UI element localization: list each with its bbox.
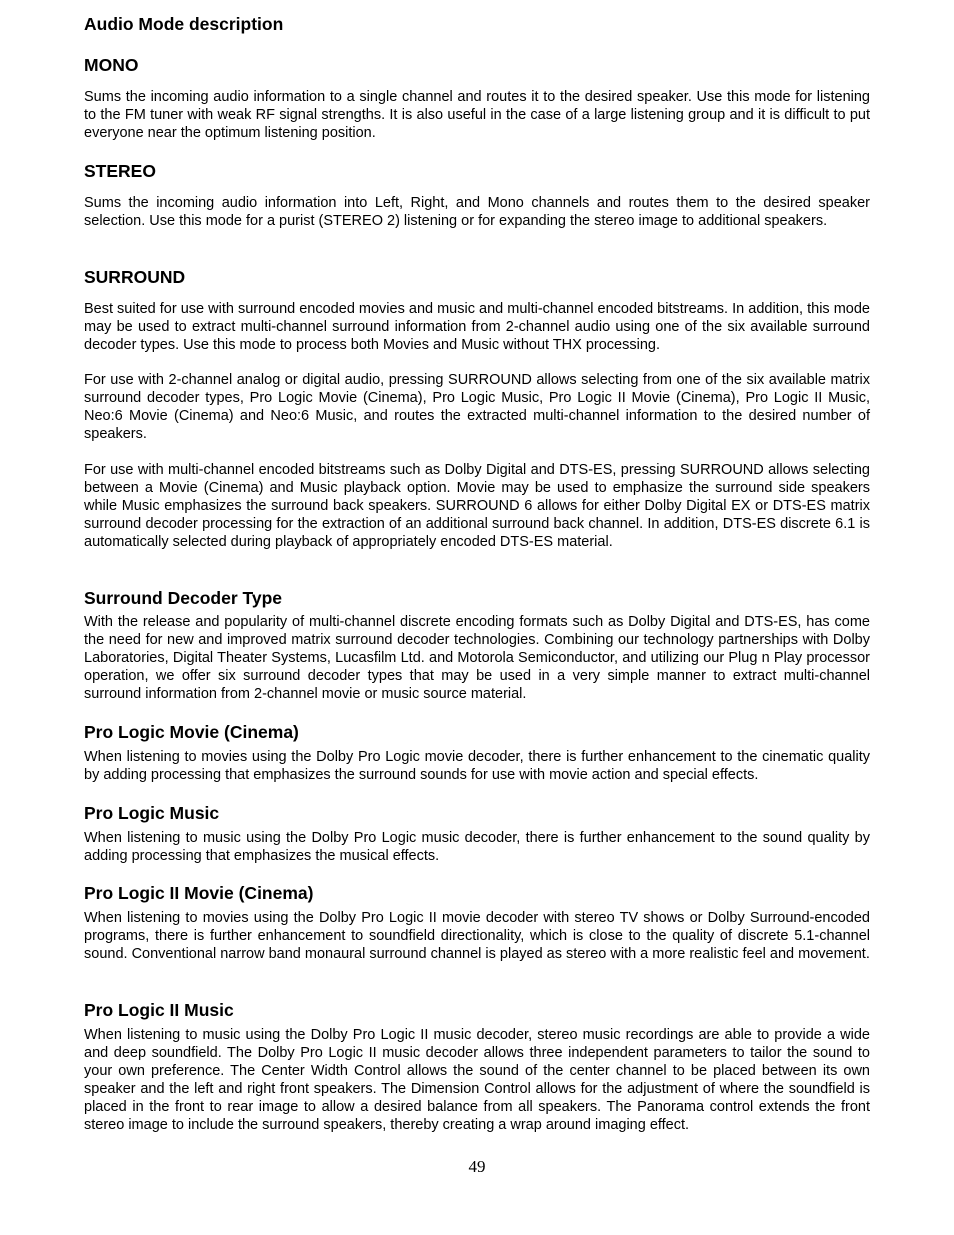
paragraph-surround-multichannel: For use with multi-channel encoded bitstreams such as Dolby Digital and DTS-ES, pressing SURROUND allows selecting between a Movie (Cinema) and Music playback option. Movie may be used to emphasize the surround side speakers while Music emphasizes the surround back speakers. SURROUND 6 allows for either Dolby Digital EX or DTS-ES matrix surround decoder processing for the extraction of an additional surround back channel. In addition, DTS-ES discrete 6.1 is automatically selected during playback of appropriately encoded DTS-ES material. (84, 462, 870, 550)
page-title: Audio Mode description (84, 14, 284, 34)
section-heading-pro-logic-movie: Pro Logic Movie (Cinema) (84, 722, 299, 742)
section-heading-mono: MONO (84, 55, 139, 75)
section-heading-surround: SURROUND (84, 267, 186, 287)
section-heading-pro-logic-ii-movie: Pro Logic II Movie (Cinema) (84, 883, 314, 903)
section-heading-pro-logic-ii-music: Pro Logic II Music (84, 1000, 234, 1020)
paragraph-surround-intro: Best suited for use with surround encoded movies and music and multi-channel encoded bitstreams. In addition, this mode may be used to extract multi-channel surround information from 2-channel audio using one of the six available surround decoder types. Use this mode to process both Movies and Music without THX processing. (84, 301, 870, 353)
section-heading-stereo: STEREO (84, 161, 156, 181)
paragraph-pro-logic-ii-movie: When listening to movies using the Dolby Pro Logic II movie decoder with stereo TV shows or Dolby Surround-encoded programs, there is further enhancement to soundfield directionality, which is close to the quality of discrete 5.1-channel sound. Conventional narrow band monaural surround channel is played as stereo with a more realistic feel and movement. (84, 910, 870, 962)
paragraph-pro-logic-ii-music: When listening to music using the Dolby Pro Logic II music decoder, stereo music recordings are able to provide a wide and deep soundfield. The Dolby Pro Logic II music decoder allows three independent parameters to tailor the sound to your own preference. The Center Width Control allows the sound of the center channel to be placed between its own speaker and the left and right front speakers. The Dimension Control allows for the adjustment of where the soundfield is placed in the front to rear image to allow a desired balance from all speakers. The Panorama control extends the front stereo image to include the surround speakers, thereby creating a wrap around imaging effect. (84, 1027, 870, 1133)
section-heading-pro-logic-music: Pro Logic Music (84, 803, 220, 823)
paragraph-surround-2channel: For use with 2-channel analog or digital audio, pressing SURROUND allows selecting from one of the six available matrix surround decoder types, Pro Logic Movie (Cinema), Pro Logic Music, Pro Logic II Movie (Cinema), Pro Logic II Music, Neo:6 Movie (Cinema) and Neo:6 Music, and routes the extracted multi-channel information to the desired number of speakers. (84, 372, 870, 442)
paragraph-pro-logic-music: When listening to music using the Dolby Pro Logic music decoder, there is further enhancement to the sound quality by adding processing that emphasizes the musical effects. (84, 830, 870, 864)
section-heading-surround-decoder-type: Surround Decoder Type (84, 588, 283, 608)
paragraph-surround-decoder-type: With the release and popularity of multi-channel discrete encoding formats such as Dolby Digital and DTS-ES, has come the need for new and improved matrix surround decoder technologies. Combining our technology partnerships with Dolby Laboratories, Digital Theater Systems, Lucasfilm Ltd. and Motorola Semiconductor, and utilizing our Plug n Play processor operation, we offer six surround decoder types that may be used in a very simple manner to extract multi-channel surround information from 2-channel movie or music source material. (84, 614, 870, 702)
page-number: 49 (468, 1157, 486, 1176)
paragraph-mono: Sums the incoming audio information to a single channel and routes it to the desired speaker. Use this mode for listening to the FM tuner with weak RF signal strengths. It is also useful in the case of a large listening group and it is difficult to put everyone near the optimum listening position. (84, 89, 870, 141)
paragraph-pro-logic-movie: When listening to movies using the Dolby Pro Logic movie decoder, there is further enhancement to the cinematic quality by adding processing that emphasizes the surround sounds for use with movie action and special effects. (84, 749, 870, 783)
paragraph-stereo: Sums the incoming audio information into Left, Right, and Mono channels and routes them to the desired speaker selection. Use this mode for a purist (STEREO 2) listening or for expanding the stereo image to additional speakers. (84, 195, 870, 229)
